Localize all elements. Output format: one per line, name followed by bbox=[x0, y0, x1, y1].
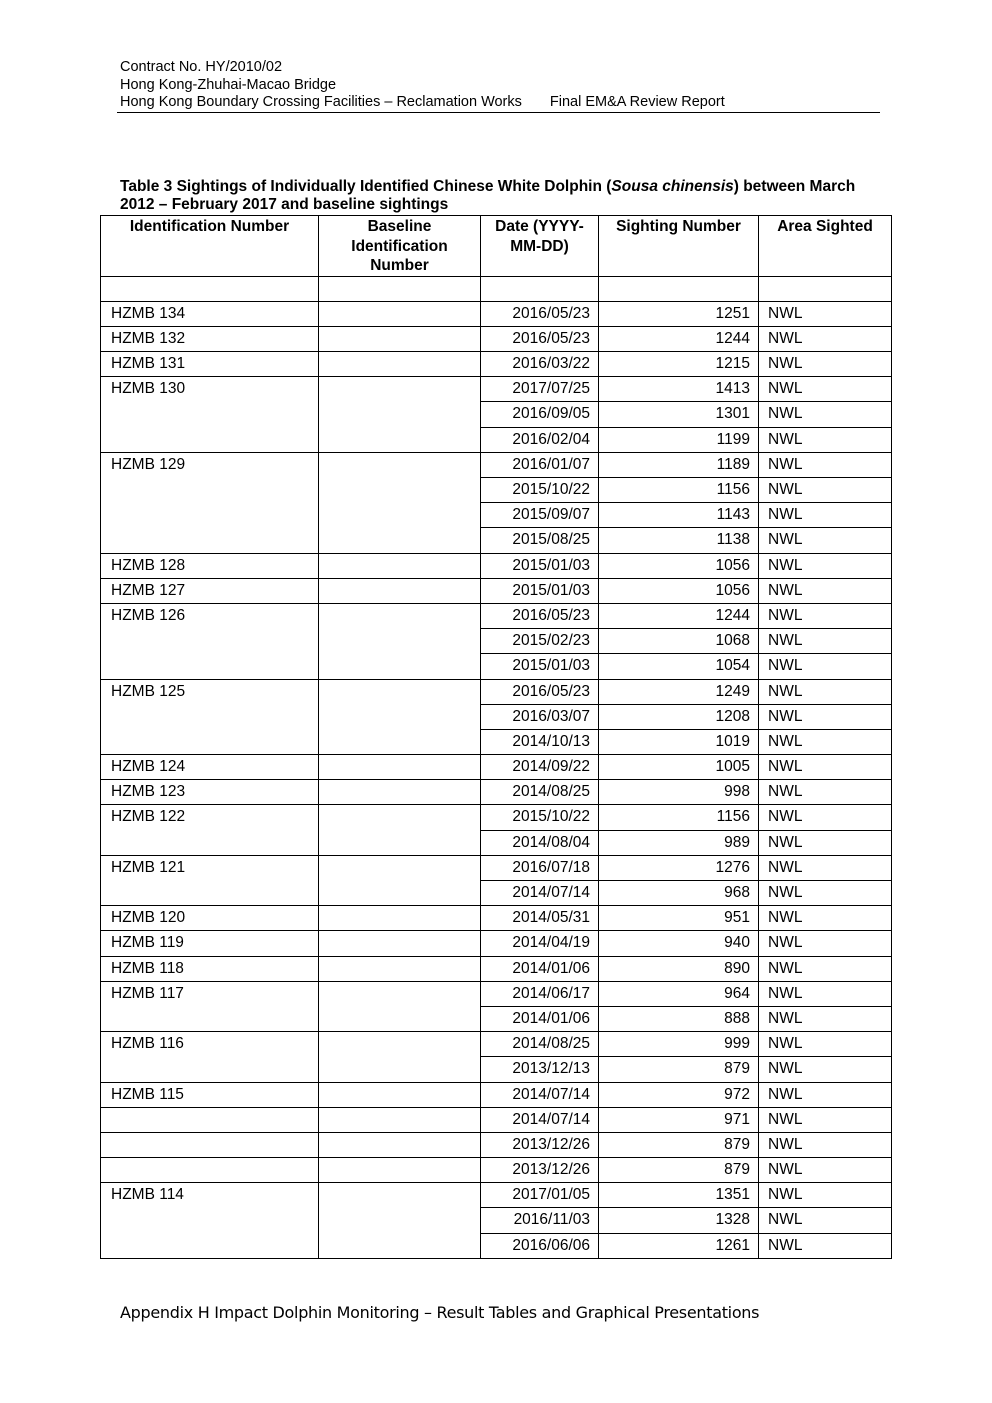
area-sighted-cell: NWL bbox=[759, 578, 892, 603]
report-title: Final EM&A Review Report bbox=[549, 94, 725, 110]
identification-number-cell: HZMB 126 bbox=[101, 603, 319, 679]
date-cell: 2014/08/25 bbox=[481, 780, 599, 805]
table-row bbox=[101, 452, 892, 477]
table-row bbox=[101, 805, 892, 830]
area-sighted-cell: NWL bbox=[759, 729, 892, 754]
area-sighted-cell: NWL bbox=[759, 1208, 892, 1233]
area-sighted-cell: NWL bbox=[759, 1183, 892, 1208]
sighting-number-cell: 1244 bbox=[599, 326, 759, 351]
area-sighted-cell: NWL bbox=[759, 654, 892, 679]
area-sighted-cell: NWL bbox=[759, 755, 892, 780]
identification-number-cell: HZMB 116 bbox=[101, 1032, 319, 1082]
sighting-number-cell: 1056 bbox=[599, 578, 759, 603]
baseline-id-cell bbox=[319, 553, 481, 578]
baseline-id-cell bbox=[319, 1132, 481, 1157]
area-sighted-cell: NWL bbox=[759, 704, 892, 729]
baseline-id-cell bbox=[319, 1107, 481, 1132]
identification-number-cell: HZMB 125 bbox=[101, 679, 319, 755]
col-header-sighting-number: Sighting Number bbox=[599, 216, 759, 277]
sighting-number-cell: 971 bbox=[599, 1107, 759, 1132]
table-row bbox=[101, 352, 892, 377]
area-sighted-cell: NWL bbox=[759, 603, 892, 628]
baseline-id-cell bbox=[319, 755, 481, 780]
identification-number-cell: HZMB 119 bbox=[101, 931, 319, 956]
sighting-number-cell: 879 bbox=[599, 1057, 759, 1082]
identification-number-cell: HZMB 129 bbox=[101, 452, 319, 553]
area-sighted-cell: NWL bbox=[759, 503, 892, 528]
date-cell: 2014/07/14 bbox=[481, 881, 599, 906]
sighting-number-cell: 1138 bbox=[599, 528, 759, 553]
baseline-id-cell bbox=[319, 603, 481, 679]
identification-number-cell: HZMB 118 bbox=[101, 956, 319, 981]
date-cell: 2014/04/19 bbox=[481, 931, 599, 956]
identification-number-cell: HZMB 114 bbox=[101, 1183, 319, 1259]
baseline-id-cell bbox=[319, 377, 481, 453]
table-row bbox=[101, 1183, 892, 1208]
identification-number-cell bbox=[101, 276, 319, 301]
sighting-number-cell: 1251 bbox=[599, 301, 759, 326]
baseline-id-cell bbox=[319, 780, 481, 805]
baseline-id-cell bbox=[319, 855, 481, 905]
area-sighted-cell: NWL bbox=[759, 377, 892, 402]
date-cell: 2015/01/03 bbox=[481, 654, 599, 679]
identification-number-cell bbox=[101, 1158, 319, 1183]
sightings-table bbox=[100, 215, 892, 1259]
sighting-number-cell: 1413 bbox=[599, 377, 759, 402]
baseline-id-cell bbox=[319, 452, 481, 553]
sighting-number-cell: 940 bbox=[599, 931, 759, 956]
table-caption bbox=[120, 178, 890, 214]
sighting-number-cell: 1328 bbox=[599, 1208, 759, 1233]
identification-number-cell: HZMB 130 bbox=[101, 377, 319, 453]
area-sighted-cell: NWL bbox=[759, 1006, 892, 1031]
sighting-number-cell: 968 bbox=[599, 881, 759, 906]
table-row bbox=[101, 603, 892, 628]
col-header-area-sighted: Area Sighted bbox=[759, 216, 892, 277]
date-cell: 2016/03/22 bbox=[481, 352, 599, 377]
date-cell: 2016/07/18 bbox=[481, 855, 599, 880]
area-sighted-cell: NWL bbox=[759, 1057, 892, 1082]
area-sighted-cell: NWL bbox=[759, 528, 892, 553]
header-divider bbox=[117, 112, 880, 113]
date-cell: 2017/07/25 bbox=[481, 377, 599, 402]
sighting-number-cell: 951 bbox=[599, 906, 759, 931]
sighting-number-cell: 1261 bbox=[599, 1233, 759, 1258]
contract-number: Contract No. HY/2010/02 bbox=[120, 59, 283, 75]
sighting-number-cell: 1244 bbox=[599, 603, 759, 628]
baseline-id-cell bbox=[319, 1158, 481, 1183]
date-cell: 2017/01/05 bbox=[481, 1183, 599, 1208]
sighting-number-cell: 1215 bbox=[599, 352, 759, 377]
area-sighted-cell: NWL bbox=[759, 981, 892, 1006]
table-row bbox=[101, 780, 892, 805]
col-header-identification-number: Identification Number bbox=[101, 216, 319, 277]
sighting-number-cell: 1019 bbox=[599, 729, 759, 754]
date-cell: 2016/06/06 bbox=[481, 1233, 599, 1258]
sighting-number-cell: 999 bbox=[599, 1032, 759, 1057]
sighting-number-cell: 1189 bbox=[599, 452, 759, 477]
table-row bbox=[101, 679, 892, 704]
table-body bbox=[101, 276, 892, 1258]
area-sighted-cell: NWL bbox=[759, 1158, 892, 1183]
identification-number-cell: HZMB 131 bbox=[101, 352, 319, 377]
sighting-number-cell: 1056 bbox=[599, 553, 759, 578]
date-cell: 2013/12/13 bbox=[481, 1057, 599, 1082]
date-cell: 2014/09/22 bbox=[481, 755, 599, 780]
date-cell: 2014/01/06 bbox=[481, 1006, 599, 1031]
identification-number-cell: HZMB 124 bbox=[101, 755, 319, 780]
baseline-id-cell bbox=[319, 906, 481, 931]
area-sighted-cell: NWL bbox=[759, 301, 892, 326]
area-sighted-cell: NWL bbox=[759, 780, 892, 805]
baseline-id-cell bbox=[319, 276, 481, 301]
area-sighted-cell: NWL bbox=[759, 1032, 892, 1057]
date-cell: 2014/10/13 bbox=[481, 729, 599, 754]
page-footer: Appendix H Impact Dolphin Monitoring – Result Tables and Graphical Presentations bbox=[120, 1303, 760, 1322]
date-cell: 2016/01/07 bbox=[481, 452, 599, 477]
table-row bbox=[101, 906, 892, 931]
table-row bbox=[101, 578, 892, 603]
date-cell: 2016/05/23 bbox=[481, 679, 599, 704]
table-row bbox=[101, 755, 892, 780]
table-row bbox=[101, 1132, 892, 1157]
baseline-id-cell bbox=[319, 326, 481, 351]
caption-species: Sousa chinensis bbox=[611, 178, 734, 195]
sighting-number-cell: 1054 bbox=[599, 654, 759, 679]
sighting-number-cell: 1276 bbox=[599, 855, 759, 880]
identification-number-cell bbox=[101, 1132, 319, 1157]
date-cell: 2016/05/23 bbox=[481, 301, 599, 326]
baseline-id-cell bbox=[319, 1183, 481, 1259]
sighting-number-cell: 1208 bbox=[599, 704, 759, 729]
identification-number-cell: HZMB 132 bbox=[101, 326, 319, 351]
area-sighted-cell: NWL bbox=[759, 553, 892, 578]
area-sighted-cell bbox=[759, 276, 892, 301]
date-cell: 2014/07/14 bbox=[481, 1107, 599, 1132]
table-row bbox=[101, 931, 892, 956]
area-sighted-cell: NWL bbox=[759, 1082, 892, 1107]
sighting-number-cell: 1199 bbox=[599, 427, 759, 452]
caption-text-start: Table 3 Sightings of Individually Identified Chinese White Dolphin ( bbox=[120, 178, 612, 195]
baseline-id-cell bbox=[319, 301, 481, 326]
sighting-number-cell: 879 bbox=[599, 1158, 759, 1183]
sighting-number-cell: 964 bbox=[599, 981, 759, 1006]
table-row bbox=[101, 301, 892, 326]
date-cell: 2014/06/17 bbox=[481, 981, 599, 1006]
area-sighted-cell: NWL bbox=[759, 830, 892, 855]
works-title: Hong Kong Boundary Crossing Facilities – Reclamation Works bbox=[120, 94, 522, 110]
area-sighted-cell: NWL bbox=[759, 478, 892, 503]
baseline-id-cell bbox=[319, 981, 481, 1031]
header-line-3 bbox=[120, 94, 880, 112]
col-header-date: Date (YYYY-MM-DD) bbox=[481, 216, 599, 277]
area-sighted-cell: NWL bbox=[759, 1233, 892, 1258]
sighting-number-cell bbox=[599, 276, 759, 301]
sighting-number-cell: 890 bbox=[599, 956, 759, 981]
date-cell: 2015/02/23 bbox=[481, 629, 599, 654]
area-sighted-cell: NWL bbox=[759, 402, 892, 427]
sighting-number-cell: 972 bbox=[599, 1082, 759, 1107]
area-sighted-cell: NWL bbox=[759, 427, 892, 452]
table-row bbox=[101, 1082, 892, 1107]
area-sighted-cell: NWL bbox=[759, 805, 892, 830]
identification-number-cell: HZMB 134 bbox=[101, 301, 319, 326]
date-cell: 2015/09/07 bbox=[481, 503, 599, 528]
area-sighted-cell: NWL bbox=[759, 1132, 892, 1157]
sighting-number-cell: 1249 bbox=[599, 679, 759, 704]
date-cell: 2016/05/23 bbox=[481, 603, 599, 628]
identification-number-cell: HZMB 127 bbox=[101, 578, 319, 603]
area-sighted-cell: NWL bbox=[759, 881, 892, 906]
sighting-number-cell: 1351 bbox=[599, 1183, 759, 1208]
date-cell: 2015/10/22 bbox=[481, 805, 599, 830]
identification-number-cell: HZMB 128 bbox=[101, 553, 319, 578]
date-cell: 2016/05/23 bbox=[481, 326, 599, 351]
table-row bbox=[101, 1107, 892, 1132]
sighting-number-cell: 1301 bbox=[599, 402, 759, 427]
date-cell: 2015/10/22 bbox=[481, 478, 599, 503]
date-cell: 2013/12/26 bbox=[481, 1158, 599, 1183]
identification-number-cell bbox=[101, 1107, 319, 1132]
date-cell: 2014/07/14 bbox=[481, 1082, 599, 1107]
table-row bbox=[101, 1032, 892, 1057]
area-sighted-cell: NWL bbox=[759, 326, 892, 351]
identification-number-cell: HZMB 123 bbox=[101, 780, 319, 805]
area-sighted-cell: NWL bbox=[759, 855, 892, 880]
identification-number-cell: HZMB 117 bbox=[101, 981, 319, 1031]
table-row bbox=[101, 855, 892, 880]
identification-number-cell: HZMB 122 bbox=[101, 805, 319, 855]
baseline-id-cell bbox=[319, 1082, 481, 1107]
table-header-row bbox=[101, 216, 892, 277]
caption-text-end: ) between March 2012 – February 2017 and baseline sightings bbox=[120, 178, 856, 213]
area-sighted-cell: NWL bbox=[759, 906, 892, 931]
table-row bbox=[101, 981, 892, 1006]
table-row bbox=[101, 553, 892, 578]
table-row bbox=[101, 956, 892, 981]
baseline-id-cell bbox=[319, 931, 481, 956]
area-sighted-cell: NWL bbox=[759, 679, 892, 704]
date-cell: 2013/12/26 bbox=[481, 1132, 599, 1157]
baseline-id-cell bbox=[319, 805, 481, 855]
identification-number-cell: HZMB 115 bbox=[101, 1082, 319, 1107]
identification-number-cell: HZMB 121 bbox=[101, 855, 319, 905]
sighting-number-cell: 1005 bbox=[599, 755, 759, 780]
project-name: Hong Kong-Zhuhai-Macao Bridge bbox=[120, 76, 337, 93]
date-cell: 2014/08/25 bbox=[481, 1032, 599, 1057]
table-row bbox=[101, 326, 892, 351]
page-header bbox=[120, 59, 880, 112]
date-cell bbox=[481, 276, 599, 301]
col-header-baseline-id: Baseline Identification Number bbox=[319, 216, 481, 277]
area-sighted-cell: NWL bbox=[759, 352, 892, 377]
sighting-number-cell: 888 bbox=[599, 1006, 759, 1031]
area-sighted-cell: NWL bbox=[759, 1107, 892, 1132]
date-cell: 2014/08/04 bbox=[481, 830, 599, 855]
date-cell: 2016/02/04 bbox=[481, 427, 599, 452]
table-row bbox=[101, 276, 892, 301]
sighting-number-cell: 1156 bbox=[599, 805, 759, 830]
identification-number-cell: HZMB 120 bbox=[101, 906, 319, 931]
date-cell: 2015/01/03 bbox=[481, 553, 599, 578]
sighting-number-cell: 989 bbox=[599, 830, 759, 855]
date-cell: 2016/09/05 bbox=[481, 402, 599, 427]
date-cell: 2015/08/25 bbox=[481, 528, 599, 553]
baseline-id-cell bbox=[319, 1032, 481, 1082]
area-sighted-cell: NWL bbox=[759, 956, 892, 981]
sighting-number-cell: 1156 bbox=[599, 478, 759, 503]
baseline-id-cell bbox=[319, 352, 481, 377]
sighting-number-cell: 998 bbox=[599, 780, 759, 805]
date-cell: 2014/05/31 bbox=[481, 906, 599, 931]
table-row bbox=[101, 377, 892, 402]
table-row bbox=[101, 1158, 892, 1183]
date-cell: 2015/01/03 bbox=[481, 578, 599, 603]
date-cell: 2014/01/06 bbox=[481, 956, 599, 981]
baseline-id-cell bbox=[319, 956, 481, 981]
baseline-id-cell bbox=[319, 578, 481, 603]
date-cell: 2016/03/07 bbox=[481, 704, 599, 729]
sighting-number-cell: 1143 bbox=[599, 503, 759, 528]
area-sighted-cell: NWL bbox=[759, 452, 892, 477]
sighting-number-cell: 879 bbox=[599, 1132, 759, 1157]
area-sighted-cell: NWL bbox=[759, 629, 892, 654]
area-sighted-cell: NWL bbox=[759, 931, 892, 956]
date-cell: 2016/11/03 bbox=[481, 1208, 599, 1233]
sighting-number-cell: 1068 bbox=[599, 629, 759, 654]
baseline-id-cell bbox=[319, 679, 481, 755]
